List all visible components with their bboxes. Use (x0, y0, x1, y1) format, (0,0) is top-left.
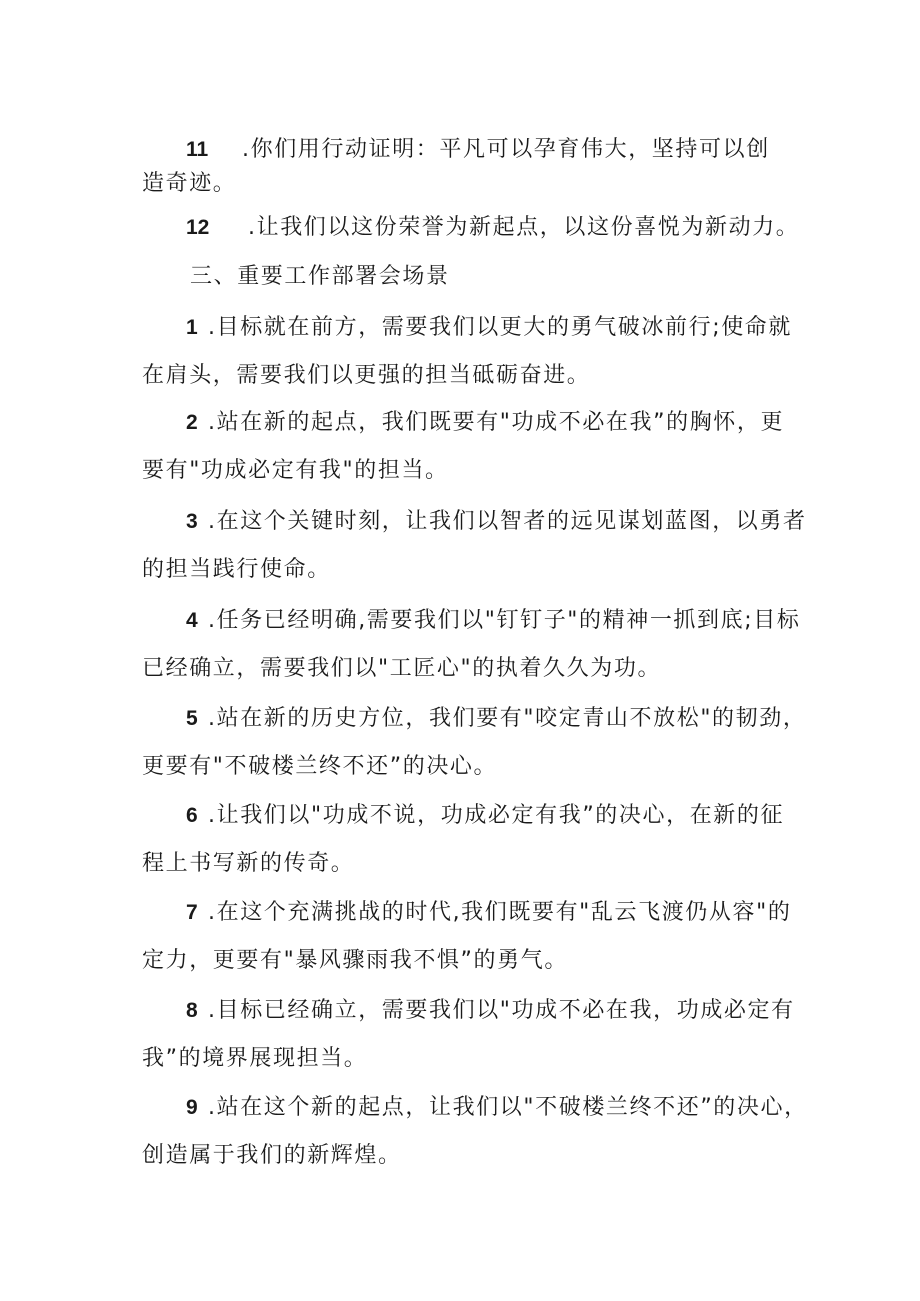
list-item-continuation: 定力，更要有"暴风骤雨我不惧”的勇气。 (142, 948, 568, 973)
list-item-line (186, 213, 799, 243)
list-item-continuation: 我”的境界展现担当。 (142, 1046, 368, 1071)
list-item-continuation: 更要有"不破楼兰终不还”的决心。 (142, 754, 498, 779)
item-number: 1 (186, 316, 198, 339)
list-item-line (186, 313, 792, 343)
item-number: 8 (186, 999, 198, 1022)
item-number: 11 (186, 138, 209, 161)
item-number: 2 (186, 411, 198, 434)
item-number: 3 (186, 510, 198, 533)
item-text: .目标就在前方，需要我们以更大的勇气破冰前行;使命就 (208, 315, 793, 340)
list-item-line (186, 408, 784, 438)
list-item-continuation: 程上书写新的传奇。 (142, 851, 355, 876)
list-item-continuation: 已经确立，需要我们以"工匠心"的执着久久为功。 (142, 656, 662, 681)
item-number: 12 (186, 216, 210, 239)
item-number: 6 (186, 804, 198, 827)
list-item-line (186, 135, 770, 165)
item-text: .在这个关键时刻，让我们以智者的远见谋划蓝图，以勇者 (208, 509, 807, 534)
item-text: .在这个充满挑战的时代,我们既要有"乱云飞渡仍从容"的 (208, 900, 792, 925)
list-item-line (186, 507, 807, 537)
item-text: .让我们以这份荣誉为新起点，以这份喜悦为新动力。 (248, 215, 800, 240)
item-text: .你们用行动证明：平凡可以孕育伟大，坚持可以创 (242, 137, 770, 162)
item-number: 4 (186, 609, 198, 632)
list-item-line (186, 801, 784, 831)
list-item-continuation: 在肩头，需要我们以更强的担当砥砺奋进。 (142, 363, 591, 388)
list-item-continuation: 造奇迹。 (142, 171, 237, 196)
list-item-line (186, 1093, 808, 1123)
item-number: 5 (186, 707, 198, 730)
item-number: 9 (186, 1096, 198, 1119)
item-text: .站在这个新的起点，让我们以"不破楼兰终不还”的决心， (208, 1095, 808, 1120)
list-item-continuation: 要有"功成必定有我"的担当。 (142, 458, 449, 483)
item-text: .让我们以"功成不说，功成必定有我”的决心，在新的征 (208, 803, 785, 828)
list-item-line (186, 606, 800, 636)
item-text: .站在新的历史方位，我们要有"咬定青山不放松"的韧劲， (208, 706, 807, 731)
list-item-continuation: 创造属于我们的新辉煌。 (142, 1143, 402, 1168)
list-item-continuation: 的担当践行使命。 (142, 557, 331, 582)
list-item-line (186, 996, 795, 1026)
item-text: .任务已经明确,需要我们以"钉钉子"的精神一抓到底;目标 (208, 608, 801, 633)
section-heading: 三、重要工作部署会场景 (190, 264, 450, 289)
list-item-line (186, 898, 791, 928)
list-item-line (186, 704, 806, 734)
item-text: .目标已经确立，需要我们以"功成不必在我，功成必定有 (208, 998, 795, 1023)
item-number: 7 (186, 901, 198, 924)
item-text: .站在新的起点，我们既要有"功成不必在我”的胸怀，更 (208, 410, 785, 435)
